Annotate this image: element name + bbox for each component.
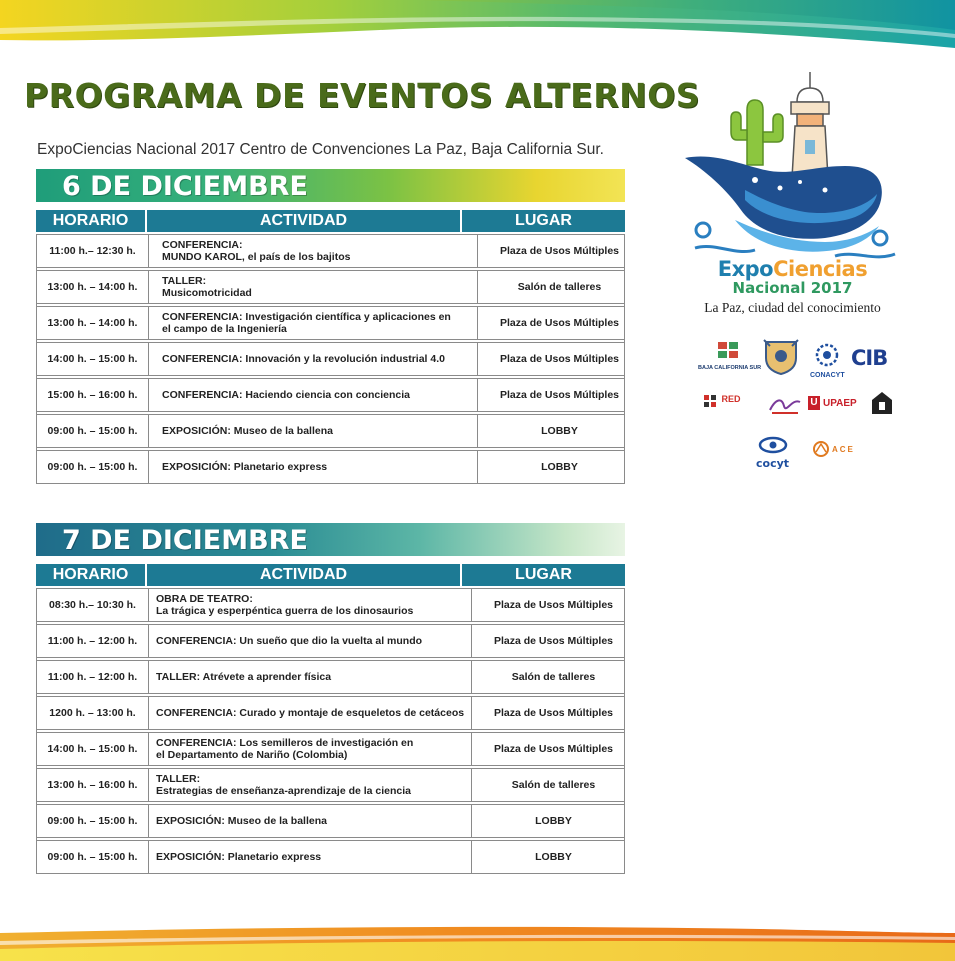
activity-cell: CONFERENCIA: MUNDO KAROL, el país de los bajitos [149, 235, 478, 267]
place-cell: Plaza de Usos Múltiples [493, 707, 614, 719]
upaep-icon: U [808, 396, 820, 410]
table-row [37, 732, 624, 766]
day-banner [36, 169, 625, 202]
coat-of-arms-icon [762, 336, 800, 376]
schedule-table [36, 588, 625, 874]
column-header-place: LUGAR [515, 566, 572, 583]
time-cell: 11:00 h.– 12:30 h. [37, 235, 149, 267]
place-cell: Plaza de Usos Múltiples [499, 245, 620, 257]
sponsor-conacyt-label: CONACYT [810, 372, 845, 379]
time-cell: 09:00 h. – 15:00 h. [37, 805, 149, 837]
activity-cell: CONFERENCIA: Innovación y la revolución industrial 4.0 [149, 343, 478, 375]
activity-cell: CONFERENCIA: Los semilleros de investigación en el Departamento de Nariño (Colombia) [149, 733, 472, 765]
sponsor-ace-label: ACE [832, 444, 855, 454]
sponsor-cocyt-logo [756, 436, 789, 470]
sponsor-conacyt-logo [810, 343, 844, 379]
table-header [36, 210, 625, 232]
cocyt-eye-icon [758, 436, 788, 454]
activity-cell: CONFERENCIA: Haciendo ciencia con conciencia [149, 379, 478, 411]
place-cell: Salón de talleres [517, 281, 602, 293]
sponsor-red-logo [703, 394, 740, 413]
place-cell: Plaza de Usos Múltiples [499, 389, 620, 401]
sponsor-signature-logo [768, 394, 802, 421]
column-header-time: HORARIO [36, 564, 147, 586]
time-cell: 11:00 h. – 12:00 h. [37, 661, 149, 693]
bcs-icon [716, 340, 740, 360]
place-cell: LOBBY [535, 815, 572, 827]
table-row [37, 840, 624, 874]
table-row [37, 342, 624, 376]
time-cell: 13:00 h. – 14:00 h. [37, 307, 149, 339]
place-cell: Plaza de Usos Múltiples [493, 743, 614, 755]
day-section-6-dec [36, 169, 625, 484]
sponsor-cib-label: CIB [851, 346, 888, 370]
activity-cell: EXPOSICIÓN: Museo de la ballena [149, 415, 478, 447]
column-header-activity: ACTIVIDAD [147, 564, 462, 586]
time-cell: 13:00 h. – 14:00 h. [37, 271, 149, 303]
table-row [37, 234, 624, 268]
sponsor-cocyt-label: cocyt [756, 457, 790, 470]
day-label: 6 DE DICIEMBRE [62, 171, 308, 202]
logo-ciencias-word: Ciencias [773, 257, 868, 281]
time-cell: 14:00 h. – 15:00 h. [37, 733, 149, 765]
logo-text [685, 258, 900, 316]
ace-icon [812, 440, 830, 458]
activity-cell: TALLER: Estrategias de enseñanza-aprendizaje de la ciencia [149, 769, 472, 801]
conacyt-icon [815, 343, 839, 367]
sponsor-upaep-label: UPAEP [823, 397, 857, 409]
sponsor-museum-logo [870, 390, 894, 421]
logo-expo-word: Expo [717, 257, 774, 281]
sponsor-bcs-label: BAJA CALIFORNIA SUR [698, 365, 762, 371]
table-row [37, 804, 624, 838]
place-cell: Plaza de Usos Múltiples [493, 599, 614, 611]
table-row [37, 660, 624, 694]
logo-edition: Nacional 2017 [732, 279, 853, 297]
activity-cell: EXPOSICIÓN: Planetario express [149, 451, 478, 483]
schedule-table [36, 234, 625, 484]
place-cell: Plaza de Usos Múltiples [499, 353, 620, 365]
place-cell: LOBBY [535, 851, 572, 863]
day-banner [36, 523, 625, 556]
column-header-time: HORARIO [36, 210, 147, 232]
time-cell: 08:30 h.– 10:30 h. [37, 589, 149, 621]
signature-logo-icon [768, 394, 802, 416]
place-cell: Plaza de Usos Múltiples [499, 317, 620, 329]
table-row [37, 414, 624, 448]
activity-cell: CONFERENCIA: Investigación científica y aplicaciones en el campo de la Ingeniería [149, 307, 478, 339]
activity-cell: EXPOSICIÓN: Planetario express [149, 841, 472, 873]
table-row [37, 588, 624, 622]
table-row [37, 696, 624, 730]
time-cell: 09:00 h. – 15:00 h. [37, 841, 149, 873]
logo-tagline: La Paz, ciudad del conocimiento [704, 300, 881, 315]
sponsor-upaep-logo [808, 396, 857, 410]
sponsor-bcs-logo [698, 340, 762, 374]
table-row [37, 450, 624, 484]
place-cell: Plaza de Usos Múltiples [493, 635, 614, 647]
column-header-activity: ACTIVIDAD [147, 210, 462, 232]
bottom-decorative-band [0, 919, 955, 961]
sponsor-shield-logo [762, 336, 800, 381]
place-cell: LOBBY [541, 425, 578, 437]
page-subtitle: ExpoCiencias Nacional 2017 Centro de Convenciones La Paz, Baja California Sur. [37, 141, 604, 158]
table-header [36, 564, 625, 586]
museum-icon [870, 390, 894, 416]
table-row [37, 624, 624, 658]
column-header-place: LUGAR [515, 212, 572, 229]
activity-cell: TALLER: Atrévete a aprender física [149, 661, 472, 693]
day-section-7-dec [36, 523, 625, 874]
top-decorative-band [0, 0, 955, 50]
table-row [37, 270, 624, 304]
red-network-icon [703, 394, 717, 408]
activity-cell: CONFERENCIA: Curado y montaje de esqueletos de cetáceos [149, 697, 472, 729]
table-row [37, 378, 624, 412]
day-label: 7 DE DICIEMBRE [62, 525, 308, 556]
sponsor-red-label: RED [721, 394, 741, 404]
activity-cell: EXPOSICIÓN: Museo de la ballena [149, 805, 472, 837]
place-cell: LOBBY [541, 461, 578, 473]
table-row [37, 768, 624, 802]
table-row [37, 306, 624, 340]
place-cell: Salón de talleres [511, 779, 596, 791]
activity-cell: OBRA DE TEATRO: La trágica y esperpéntica guerra de los dinosaurios [149, 589, 472, 621]
time-cell: 15:00 h. – 16:00 h. [37, 379, 149, 411]
time-cell: 09:00 h. – 15:00 h. [37, 451, 149, 483]
sponsor-cib-logo [851, 346, 887, 370]
activity-cell: CONFERENCIA: Un sueño que dio la vuelta al mundo [149, 625, 472, 657]
time-cell: 11:00 h. – 12:00 h. [37, 625, 149, 657]
time-cell: 13:00 h. – 16:00 h. [37, 769, 149, 801]
sponsor-ace-logo [812, 440, 855, 458]
activity-cell: TALLER: Musicomotricidad [149, 271, 478, 303]
page-title: PROGRAMA DE EVENTOS ALTERNOS [24, 76, 701, 115]
time-cell: 14:00 h. – 15:00 h. [37, 343, 149, 375]
time-cell: 1200 h. – 13:00 h. [37, 697, 149, 729]
logo-name [685, 258, 900, 280]
place-cell: Salón de talleres [511, 671, 596, 683]
time-cell: 09:00 h. – 15:00 h. [37, 415, 149, 447]
